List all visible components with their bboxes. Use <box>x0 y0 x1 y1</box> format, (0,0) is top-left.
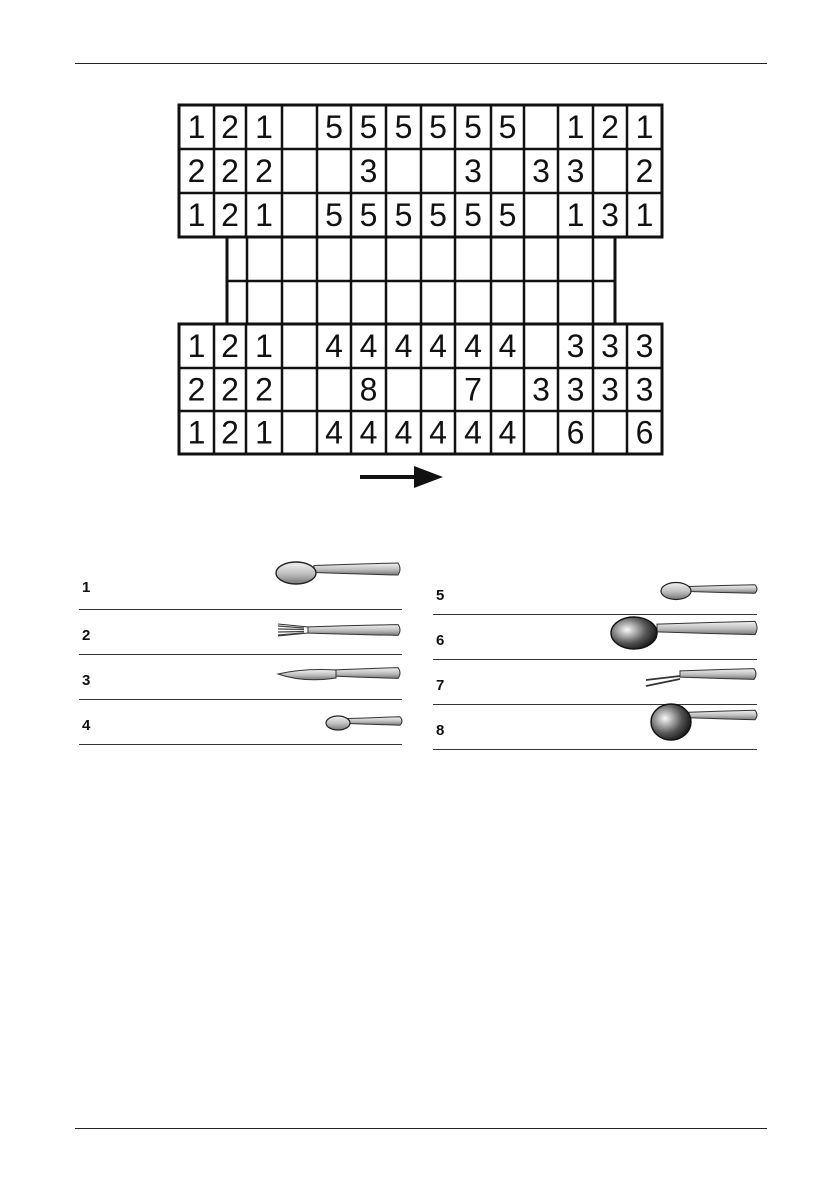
lower-grid-cell: 4 <box>359 414 378 451</box>
legend-item <box>79 700 402 745</box>
upper-grid-cell: 5 <box>498 109 517 145</box>
lower-grid-cell: 3 <box>635 371 654 408</box>
upper-grid-cell: 2 <box>221 153 239 189</box>
upper-grid-cell: 5 <box>498 197 517 233</box>
legend-item <box>433 570 757 615</box>
upper-grid-cell: 5 <box>394 197 413 233</box>
lower-grid-cell: 4 <box>394 414 413 451</box>
upper-grid-cell: 1 <box>187 109 206 145</box>
legend-item <box>79 610 402 655</box>
lower-grid-cell: 2 <box>221 328 239 364</box>
legend-item <box>433 705 757 750</box>
legend-number: 3 <box>82 671 91 689</box>
upper-grid-cell: 2 <box>255 153 273 189</box>
dessert-spoon-icon <box>659 576 759 611</box>
lower-grid-cell: 1 <box>255 414 273 451</box>
legend-number: 8 <box>436 721 445 739</box>
upper-grid-cell: 2 <box>635 153 654 189</box>
legend-item <box>433 615 757 660</box>
legend-item <box>433 660 757 705</box>
lower-grid-cell: 4 <box>429 414 447 451</box>
ladle-icon <box>649 701 759 746</box>
lower-grid-cell: 2 <box>187 371 206 408</box>
teaspoon-icon <box>324 708 404 743</box>
upper-grid-cell: 2 <box>601 109 619 145</box>
lower-grid-cell: 3 <box>566 371 585 408</box>
lower-grid-cell: 4 <box>464 414 482 451</box>
fork-icon <box>274 618 404 653</box>
upper-grid-cell: 2 <box>187 153 206 189</box>
upper-grid-cell: 3 <box>464 153 482 189</box>
legend-number: 6 <box>436 631 445 649</box>
upper-grid-cell: 1 <box>635 109 654 145</box>
legend-item <box>79 655 402 700</box>
upper-grid-cell: 5 <box>325 109 343 145</box>
upper-grid-cell: 5 <box>464 109 482 145</box>
lower-grid-cell: 4 <box>498 414 517 451</box>
lower-grid-cell: 6 <box>566 414 585 451</box>
tablespoon-icon <box>274 557 404 592</box>
upper-grid-cell: 1 <box>566 197 585 233</box>
lower-grid-cell: 4 <box>498 328 517 364</box>
serving-spoon-icon <box>609 613 759 656</box>
lower-grid-cell: 6 <box>635 414 654 451</box>
lower-grid-cell: 4 <box>464 328 482 364</box>
lower-grid-cell: 2 <box>221 414 239 451</box>
upper-grid-cell: 5 <box>394 109 413 145</box>
knife-icon <box>274 661 404 696</box>
lower-grid-cell: 1 <box>255 328 273 364</box>
cutlery-basket-grid <box>0 0 839 500</box>
upper-grid-cell: 5 <box>359 109 378 145</box>
upper-grid-cell: 1 <box>187 197 206 233</box>
legend-number: 1 <box>82 579 91 596</box>
lower-grid-cell: 1 <box>187 414 206 451</box>
lower-grid-cell: 4 <box>394 328 413 364</box>
legend-number: 5 <box>436 586 445 604</box>
upper-grid-cell: 5 <box>359 197 378 233</box>
lower-grid-cell: 4 <box>429 328 447 364</box>
footer-rule <box>75 1128 767 1129</box>
upper-grid-cell: 3 <box>601 197 619 233</box>
lower-grid-cell: 3 <box>601 371 619 408</box>
legend-number: 2 <box>82 626 91 644</box>
upper-grid-cell: 3 <box>566 153 585 189</box>
upper-grid-cell: 3 <box>532 153 550 189</box>
serving-fork-icon <box>644 664 759 699</box>
lower-grid-cell: 3 <box>635 328 654 364</box>
lower-grid-cell: 7 <box>464 371 482 408</box>
lower-grid-cell: 4 <box>325 414 343 451</box>
upper-grid-cell: 5 <box>464 197 482 233</box>
upper-grid-cell: 1 <box>255 197 273 233</box>
lower-grid-cell: 2 <box>255 371 273 408</box>
lower-grid-cell: 4 <box>325 328 343 364</box>
legend-item <box>79 560 402 610</box>
upper-grid-cell: 5 <box>325 197 343 233</box>
legend-number: 4 <box>82 716 91 734</box>
right-arrow-icon-head <box>414 466 443 488</box>
upper-grid-cell: 2 <box>221 197 239 233</box>
lower-grid-cell: 1 <box>187 328 206 364</box>
upper-grid-cell: 2 <box>221 109 239 145</box>
upper-grid-cell: 5 <box>429 109 447 145</box>
legend-number: 7 <box>436 676 445 694</box>
upper-grid-cell: 1 <box>566 109 585 145</box>
lower-grid-cell: 2 <box>221 371 239 408</box>
lower-grid-cell: 3 <box>566 328 585 364</box>
upper-grid-cell: 1 <box>635 197 654 233</box>
upper-grid-cell: 5 <box>429 197 447 233</box>
lower-grid-cell: 4 <box>359 328 378 364</box>
lower-grid-cell: 3 <box>532 371 550 408</box>
upper-grid-cell: 3 <box>359 153 378 189</box>
upper-grid-cell: 1 <box>255 109 273 145</box>
lower-grid-cell: 3 <box>601 328 619 364</box>
lower-grid-cell: 8 <box>359 371 378 408</box>
